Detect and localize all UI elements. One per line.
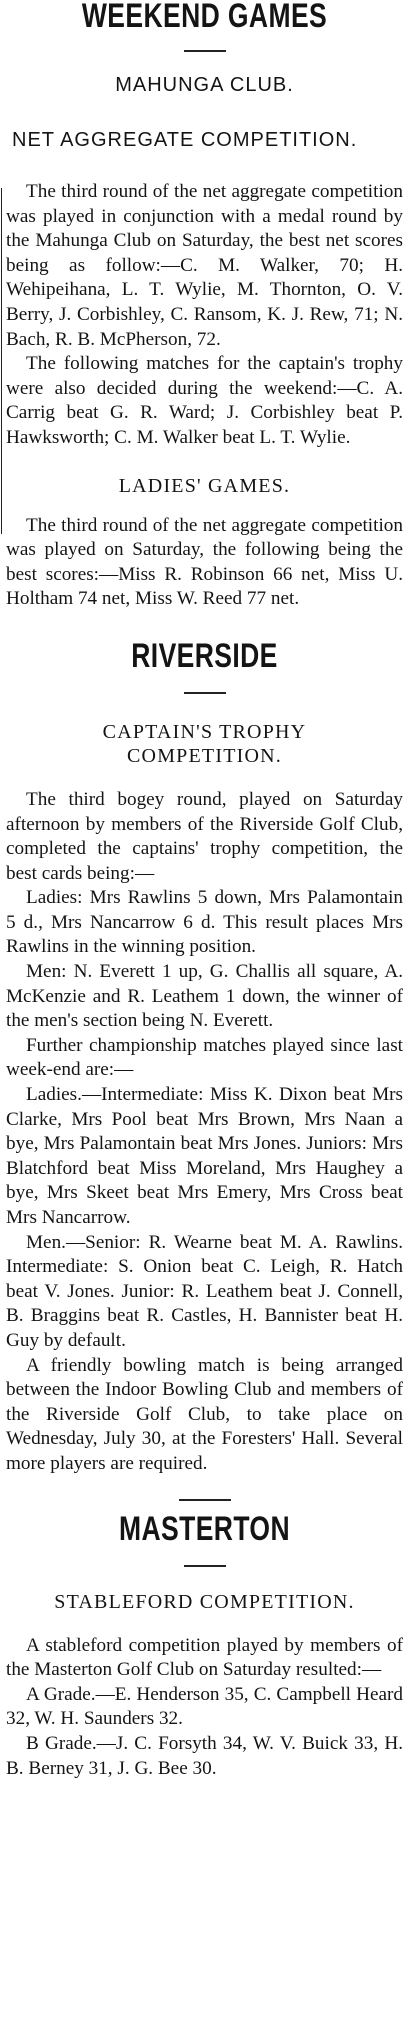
section-title-captains-trophy: CAPTAIN'S TROPHY COMPETITION. <box>102 720 307 767</box>
paragraph: Ladies: Mrs Rawlins 5 down, Mrs Palamontain 5 d., Mrs Nancarrow 6 d. This result places Mrs Rawlins in the winning position. <box>6 887 403 958</box>
section-title-net-aggregate: NET AGGREGATE COMPETITION. <box>12 129 358 151</box>
paragraph: A Grade.—E. Henderson 35, C. Campbell Heard 32, W. H. Saunders 32. <box>6 1683 403 1730</box>
paragraph: Further championship matches played since last week-end are:— <box>6 1034 403 1081</box>
paragraph: The following matches for the captain's trophy were also decided during the weekend:—C. A. Carrig beat G. R. Ward; J. Corbishley beat P. Hawksworth; C. M. Walker beat L. T. Wylie. <box>6 353 403 448</box>
paragraph: Ladies.—Intermediate: Miss K. Dixon beat Mrs Clarke, Mrs Pool beat Mrs Brown, Mrs Naan a bye, Mrs Palamontain beat Mrs Jones. Juniors: Mrs Blatchford beat Miss Moreland, Mrs Haughey a bye, Mrs Skeet beat Mrs Emery, Mrs Cross beat Mrs Nancarrow. <box>6 1084 403 1228</box>
headline-weekend-games: WEEKEND GAMES <box>81 0 328 35</box>
section-title-ladies-games: LADIES' GAMES. <box>118 474 291 497</box>
divider <box>184 692 226 694</box>
paragraph: A friendly bowling match is being arranged between the Indoor Bowling Club and members of the Riverside Golf Club, to take place on Wednesday, July 30, at the Foresters' Hall. Several more players are required. <box>6 1354 403 1474</box>
paragraph: Men: N. Everett 1 up, G. Challis all square, A. McKenzie and R. Leathem 1 down, the winner of the men's section being N. Everett. <box>6 961 403 1032</box>
column-rule <box>1 188 2 534</box>
paragraph: The third round of the net aggregate competition was played in conjunction with a medal round by the Mahunga Club on Saturday, the best net scores being as follow:—C. M. Walker, 70; H. Wehipeihana, L. T. Wylie, M. Thornton, O. V. Berry, J. Corbishley, C. Ransom, K. J. Rew, 71; N. Bach, R. B. McPherson, 72. <box>6 181 403 350</box>
divider <box>184 50 226 52</box>
paragraph: Men.—Senior: R. Wearne beat M. A. Rawlins. Intermediate: S. Onion beat C. Leigh, R. Hatch beat V. Jones. Junior: R. Leathem beat J. Connell, B. Braggins beat R. Castles, H. Bannister beat H. Guy by default. <box>6 1231 403 1351</box>
headline-masterton: MASTERTON <box>119 1509 290 1548</box>
club-title: MAHUNGA CLUB. <box>115 74 294 96</box>
divider <box>179 1499 231 1501</box>
headline-riverside: RIVERSIDE <box>131 636 278 675</box>
divider <box>184 1565 226 1567</box>
paragraph: B Grade.—J. C. Forsyth 34, W. V. Buick 33, H. B. Berney 31, J. G. Bee 30. <box>6 1732 403 1779</box>
section-title-stableford: STABLEFORD COMPETITION. <box>54 1590 355 1613</box>
paragraph: The third bogey round, played on Saturday afternoon by members of the Riverside Golf Club, completed the captains' trophy competition, the best cards being:— <box>6 788 403 884</box>
paragraph: The third round of the net aggregate competition was played on Saturday, the following being the best scores:—Miss R. Robinson 66 net, Miss U. Holtham 74 net, Miss W. Reed 77 net. <box>6 514 403 610</box>
paragraph: A stableford competition played by members of the Masterton Golf Club on Saturday resulted:— <box>6 1634 403 1681</box>
